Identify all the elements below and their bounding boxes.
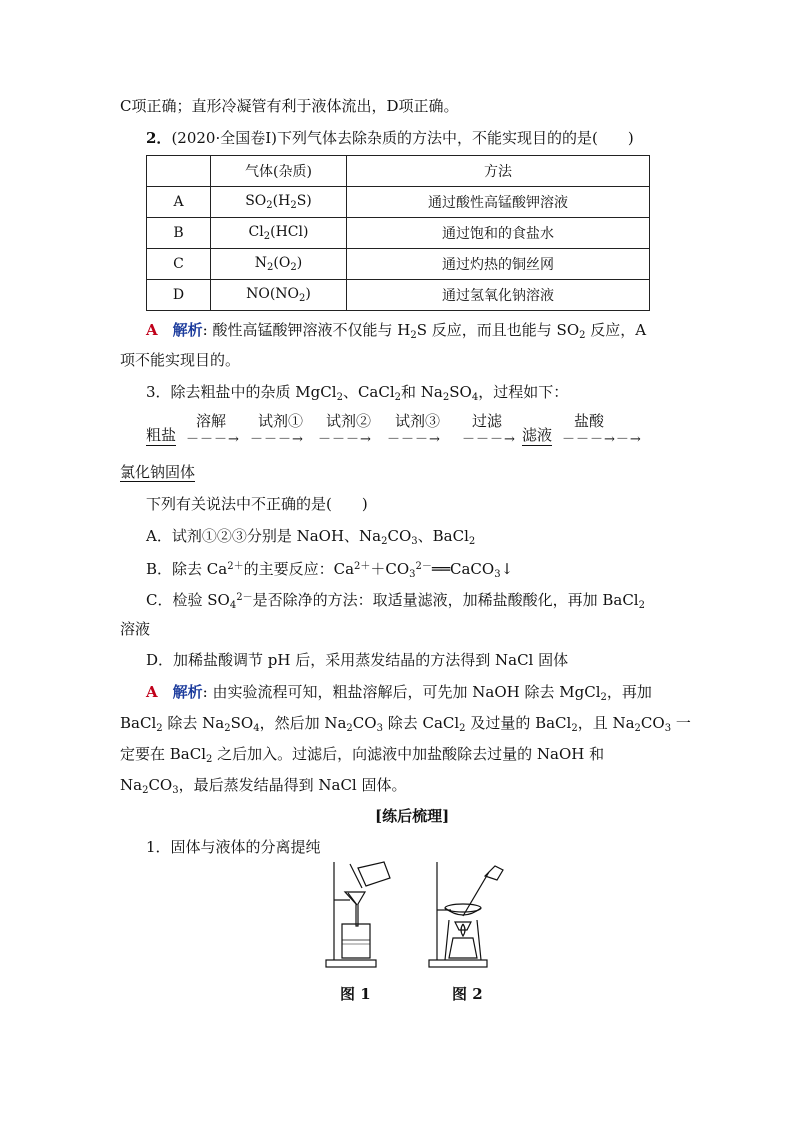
flow-step-label: 盐酸 (574, 412, 605, 430)
q3-analysis-line3: 定要在 BaCl$_2$ 之后加入。过滤后，向滤液中加盐酸除去过量的 NaOH 和 (120, 745, 605, 765)
option-c: C．检验 $SO_4^{2-}$是否除净的方法：取适量滤液，加稀盐酸酸化，再加 BaCl$_2$ (146, 591, 645, 611)
method-cell: 通过饱和的食盐水 (347, 218, 650, 249)
flow-arrow: －－－→ (186, 432, 240, 447)
flow-end: 氯化钠固体 (120, 463, 196, 481)
table-header-cell: 气体(杂质) (211, 156, 347, 187)
flow-start: 粗盐 (146, 426, 177, 444)
table-row (147, 280, 650, 311)
q3-analysis-line4: $Na_2CO_3$，最后蒸发结晶得到 NaCl 固体。 (120, 776, 407, 796)
intro-line: C项正确；直形冷凝管有利于液体流出，D项正确。 (120, 97, 459, 115)
q2-analysis-line2: 项不能实现目的。 (120, 351, 241, 369)
table-row (147, 218, 650, 249)
option-cell: C (147, 249, 211, 280)
section-title: [练后梳理] (375, 807, 450, 825)
q3-analysis: A 解析: 由实验流程可知，粗盐溶解后，可先加 NaOH 除去 MgCl$_2$，再加 (146, 683, 652, 703)
method-cell: 通过酸性高锰酸钾溶液 (347, 187, 650, 218)
q3-stem: 3．除去粗盐中的杂质 MgCl$_2$、CaCl$_2$和 $Na_2SO_4$，过程如下： (146, 383, 569, 403)
figure-caption-1: 图 1 (340, 985, 371, 1003)
flow-arrow: －－－→ (462, 432, 516, 447)
option-cell: A (147, 187, 211, 218)
flow-arrow: －－－→－→ (562, 432, 642, 447)
q3-prompt: 下列有关说法中不正确的是( ) (146, 495, 368, 513)
q2-answer: A (146, 321, 158, 339)
option-b: B．除去 $Ca^{2+}$的主要反应：$Ca^{2+}+CO_3^{2-}══CaCO_3↓$ (146, 560, 514, 580)
flow-step-label: 溶解 (196, 412, 227, 430)
flow-mid: 滤液 (522, 426, 553, 444)
q2-stem-text: 下列气体去除杂质的方法中，不能实现目的的是( ) (277, 129, 634, 147)
option-a: A．试剂①②③分别是 NaOH、$Na_2CO_3$、BaCl$_2$ (146, 527, 476, 547)
figure-caption-2: 图 2 (452, 985, 483, 1003)
option-cell: B (147, 218, 211, 249)
analysis-label: 解析 (172, 321, 203, 339)
q3-analysis-line2: BaCl$_2$ 除去 $Na_2SO_4$，然后加 $Na_2CO_3$ 除去 CaCl$_2$ 及过量的 BaCl$_2$，且 $Na_2CO_3$ 一 (120, 714, 691, 734)
evaporation-figure-icon (425, 860, 517, 972)
method-cell: 通过氢氧化钠溶液 (347, 280, 650, 311)
q2-number: 2． (146, 129, 172, 147)
q2-table (146, 155, 650, 311)
gas-cell: $Cl_2(HCl)$ (211, 218, 347, 249)
sub-title: 1．固体与液体的分离提纯 (146, 838, 321, 856)
gas-cell: $SO_2(H_2S)$ (211, 187, 347, 218)
flow-step-label: 试剂③ (395, 412, 441, 430)
table-header-cell (147, 156, 211, 187)
analysis-label: 解析 (172, 683, 203, 701)
table-row (147, 249, 650, 280)
q2-analysis: A 解析: 酸性高锰酸钾溶液不仅能与 $H_2S$ 反应，而且也能与 $SO_2$ 反应，A (146, 321, 647, 341)
flow-arrow: －－－→ (250, 432, 304, 447)
gas-cell: $NO(NO_2)$ (211, 280, 347, 311)
option-d: D．加稀盐酸调节 pH 后，采用蒸发结晶的方法得到 NaCl 固体 (146, 651, 569, 669)
q2-stem (146, 128, 634, 148)
flow-step-label: 过滤 (472, 412, 503, 430)
q2-source: (2020·全国卷Ⅰ) (171, 129, 278, 147)
flow-step-label: 试剂② (326, 412, 372, 430)
flow-arrow: －－－→ (318, 432, 372, 447)
table-header-row (147, 156, 650, 187)
flow-step-label: 试剂① (258, 412, 304, 430)
process-flow (146, 410, 666, 450)
option-c-line2: 溶液 (120, 620, 151, 638)
table-header-cell: 方法 (347, 156, 650, 187)
method-cell: 通过灼热的铜丝网 (347, 249, 650, 280)
gas-cell: $N_2(O_2)$ (211, 249, 347, 280)
filtration-figure-icon (320, 860, 410, 972)
q3-answer: A (146, 683, 158, 701)
flow-arrow: －－－→ (387, 432, 441, 447)
table-row (147, 187, 650, 218)
option-cell: D (147, 280, 211, 311)
